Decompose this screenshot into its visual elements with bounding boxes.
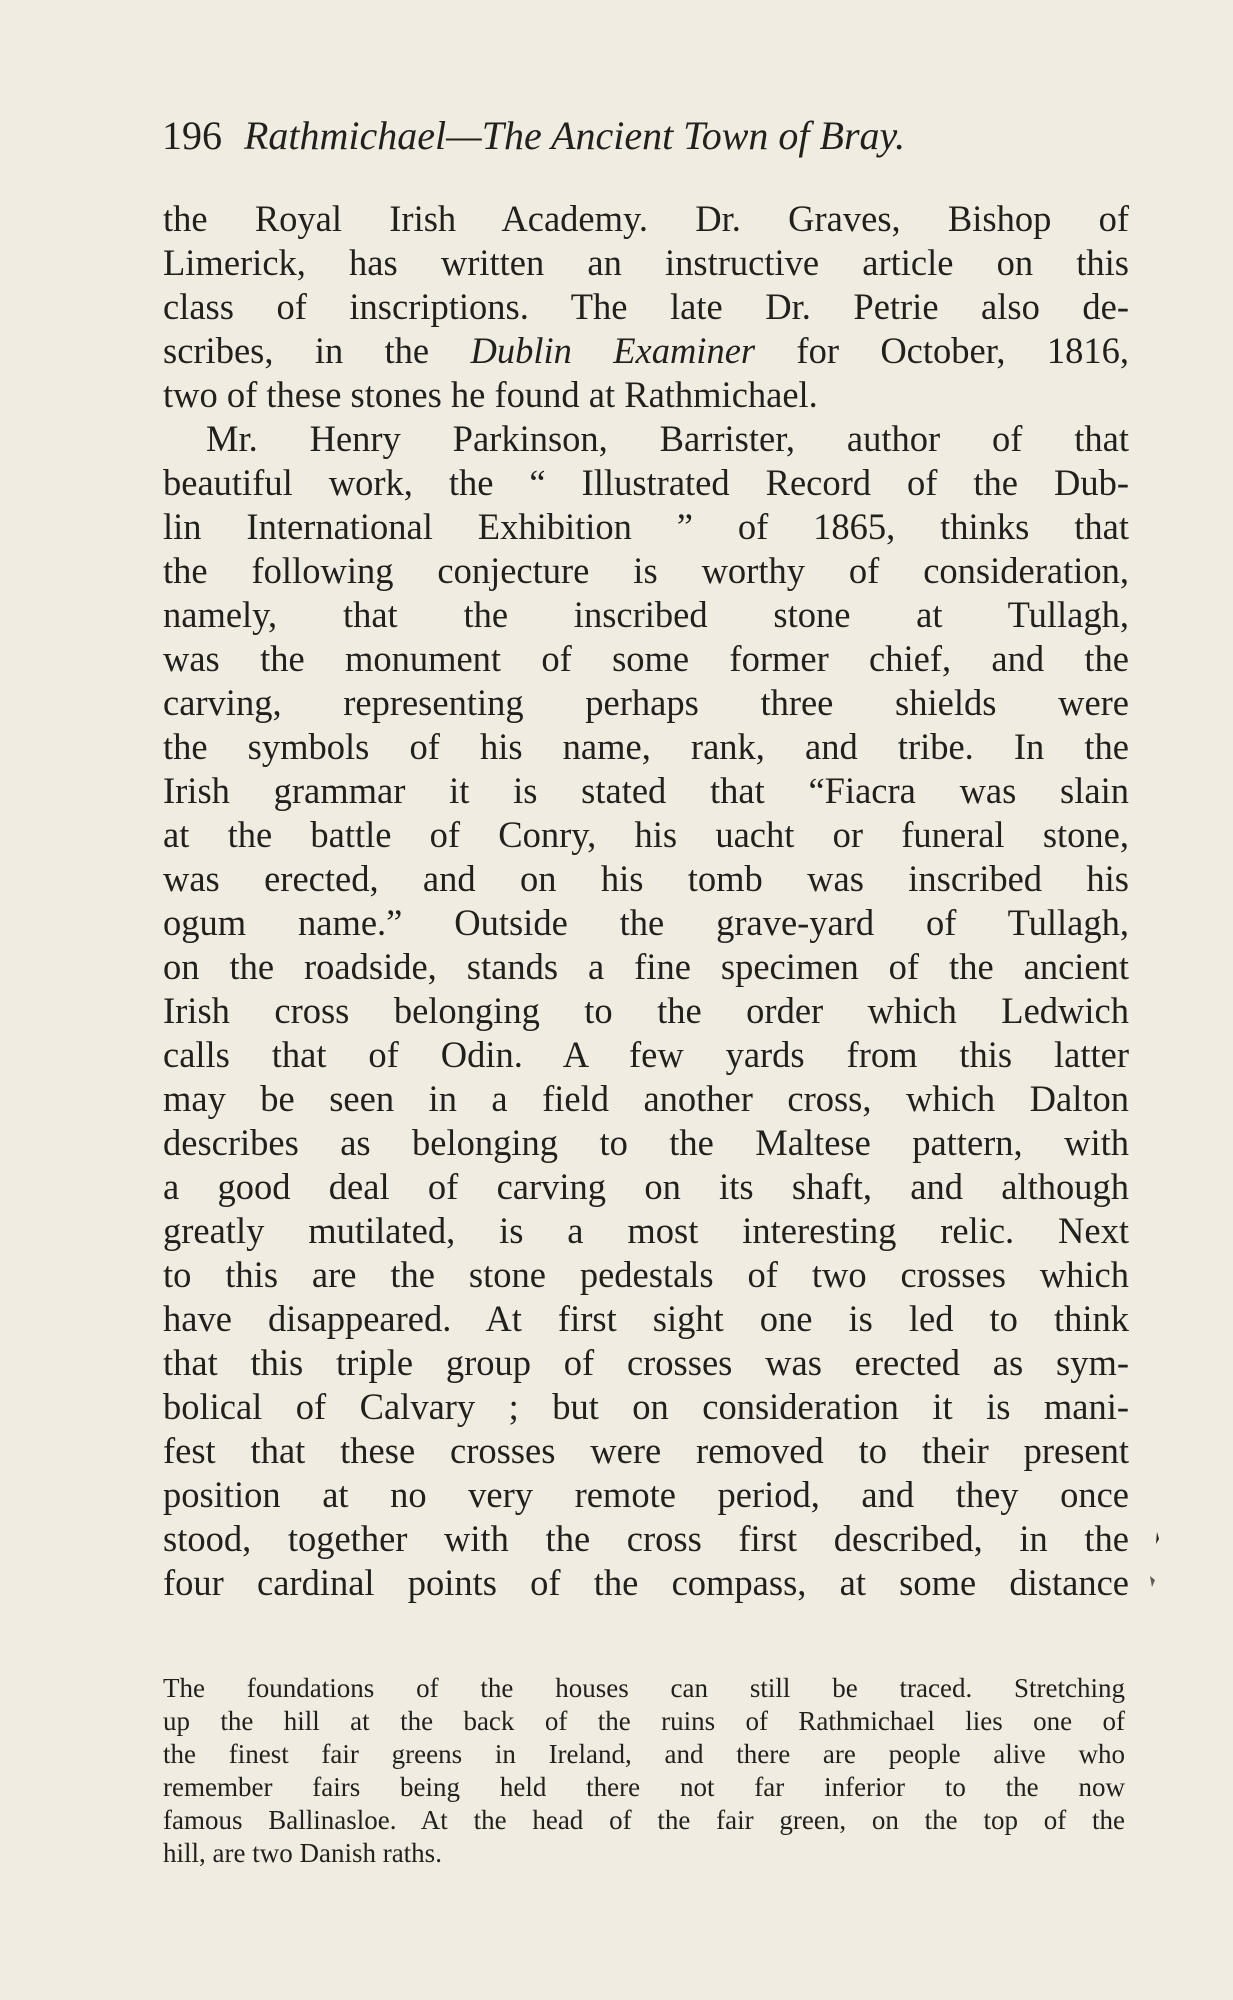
text-line: ogum name.” Outside the grave-yard of Tullagh, (163, 902, 1129, 943)
running-title: Rathmichael—The Ancient Town of Bray. (244, 113, 906, 158)
text-line: Irish grammar it is stated that “Fiacra was slain (163, 770, 1129, 811)
footnote-line: hill, are two Danish raths. (163, 1838, 442, 1868)
body-text (163, 197, 1129, 1605)
text-line: lin International Exhibition ” of 1865, thinks that (163, 506, 1129, 547)
text-line: greatly mutilated, is a most interesting relic. Next (163, 1210, 1129, 1251)
text-line: fest that these crosses were removed to their present (163, 1430, 1129, 1471)
italic-title: Dublin Examiner (470, 330, 756, 371)
text-line: that this triple group of crosses was erected as sym- (163, 1342, 1129, 1383)
text-line: stood, together with the cross first described, in the (163, 1518, 1129, 1559)
text-line: beautiful work, the “ Illustrated Record of the Dub- (163, 462, 1129, 503)
text-line: have disappeared. At first sight one is led to think (163, 1298, 1129, 1339)
text-line: the symbols of his name, rank, and tribe. In the (163, 726, 1129, 767)
text-line: was the monument of some former chief, and the (163, 638, 1129, 679)
text-line: may be seen in a field another cross, which Dalton (163, 1078, 1129, 1119)
text-segment: scribes, in the (163, 330, 471, 371)
text-line: carving, representing perhaps three shields were (163, 682, 1129, 723)
margin-ink-mark (1148, 1530, 1162, 1590)
footnote-line: The foundations of the houses can still be traced. Stretching (163, 1673, 1125, 1703)
text-segment: for October, 1816, (755, 330, 1129, 371)
text-line: Mr. Henry Parkinson, Barrister, author of that (206, 418, 1129, 459)
text-line: Limerick, has written an instructive article on this (163, 242, 1129, 283)
text-line: two of these stones he found at Rathmichael. (163, 374, 818, 415)
text-line: calls that of Odin. A few yards from this latter (163, 1034, 1129, 1075)
footnote-line: up the hill at the back of the ruins of Rathmichael lies one of (163, 1706, 1125, 1736)
text-line: describes as belonging to the Maltese pattern, with (163, 1122, 1129, 1163)
footnote (163, 1672, 1125, 1870)
text-line: position at no very remote period, and they once (163, 1474, 1129, 1515)
text-line (163, 329, 1129, 373)
running-head (162, 108, 1142, 164)
footnote-line: the finest fair greens in Ireland, and there are people alive who (163, 1739, 1125, 1769)
text-line: at the battle of Conry, his uacht or funeral stone, (163, 814, 1129, 855)
text-line: Irish cross belonging to the order which Ledwich (163, 990, 1129, 1031)
text-line: class of inscriptions. The late Dr. Petrie also de- (163, 286, 1129, 327)
text-line: the following conjecture is worthy of consideration, (163, 550, 1129, 591)
text-line: on the roadside, stands a fine specimen of the ancient (163, 946, 1129, 987)
page-number: 196 (162, 113, 222, 158)
footnote-line: remember fairs being held there not far inferior to the now (163, 1772, 1125, 1802)
text-line: bolical of Calvary ; but on consideration it is mani- (163, 1386, 1129, 1427)
text-line: four cardinal points of the compass, at some distance (163, 1562, 1129, 1603)
footnote-line: famous Ballinasloe. At the head of the fair green, on the top of the (163, 1805, 1125, 1835)
text-line: was erected, and on his tomb was inscribed his (163, 858, 1129, 899)
text-line: the Royal Irish Academy. Dr. Graves, Bishop of (163, 198, 1129, 239)
text-line: to this are the stone pedestals of two crosses which (163, 1254, 1129, 1295)
text-line: a good deal of carving on its shaft, and although (163, 1166, 1129, 1207)
text-line: namely, that the inscribed stone at Tullagh, (163, 594, 1129, 635)
